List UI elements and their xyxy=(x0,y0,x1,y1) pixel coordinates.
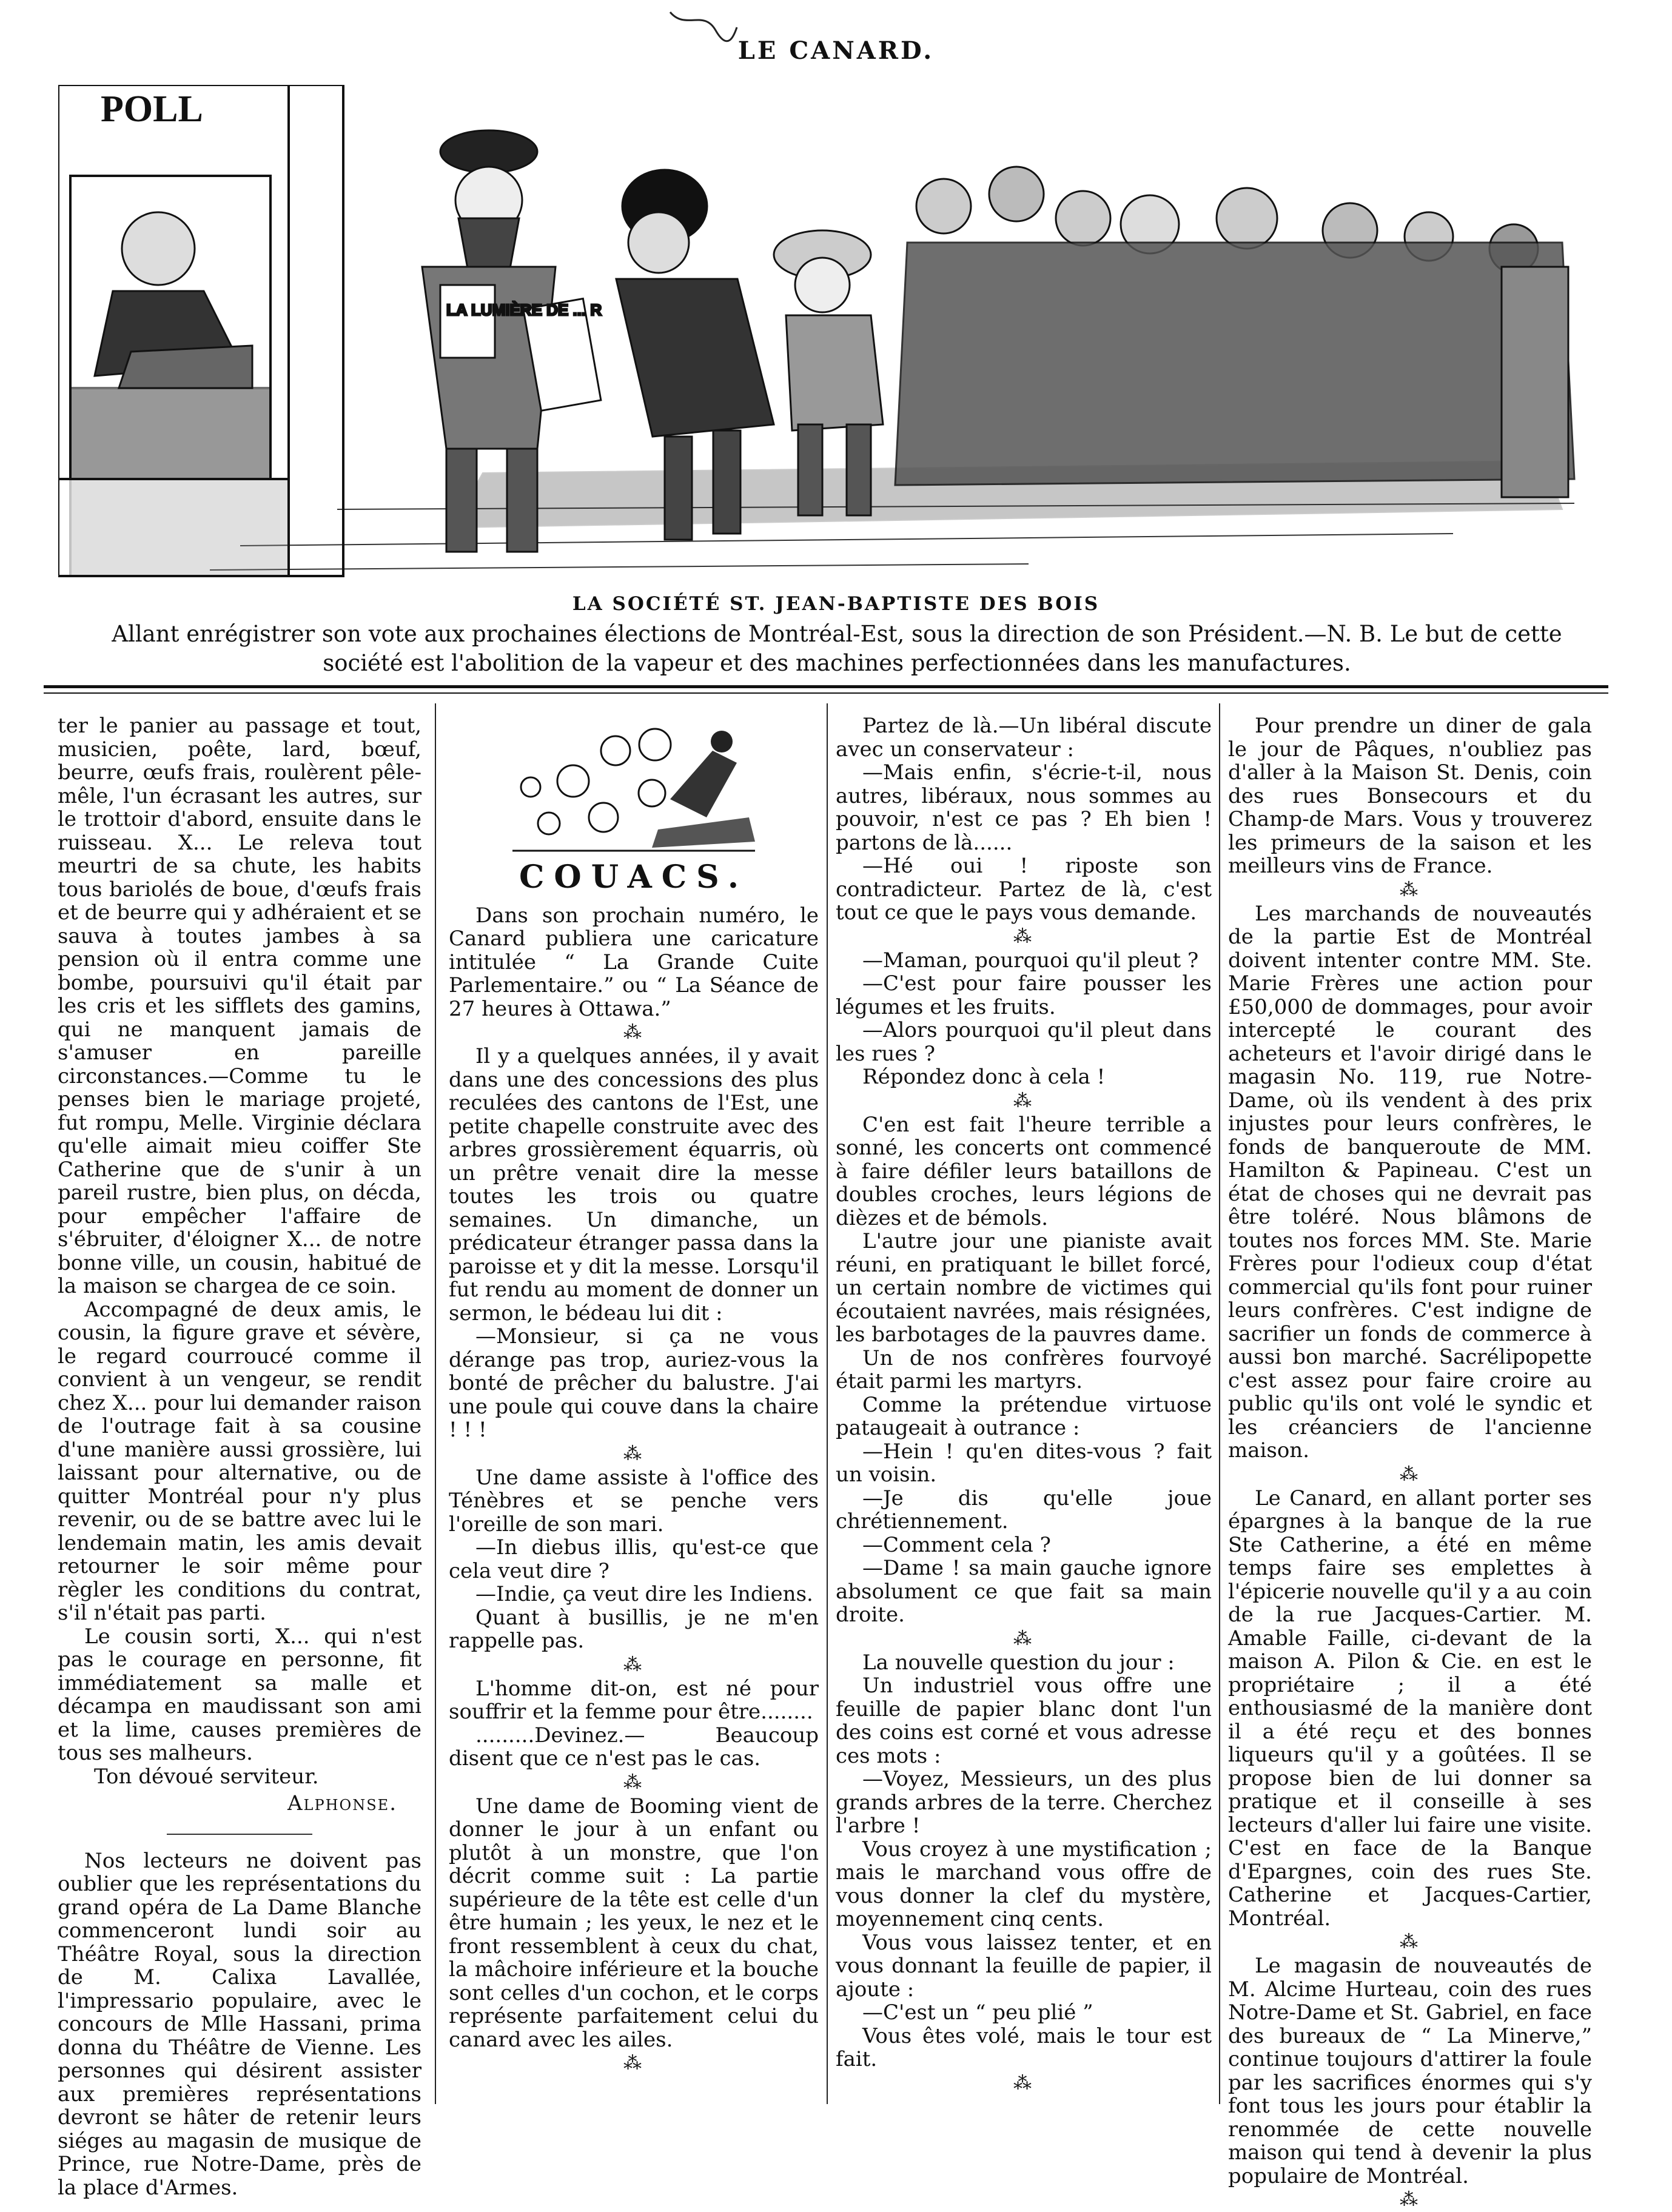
paragraph: Pour prendre un diner de gala le jour de Pâques, n'oubliez pas d'aller à la Maison St. Denis, coin des rues Bonsecours et du Champ-de Mars. Vous y trouverez les primeurs de la saison et les meilleurs vins de France. xyxy=(1228,714,1592,878)
separator: ⁂ xyxy=(1013,2072,1034,2094)
separator: ⁂ xyxy=(1400,2189,1420,2210)
paragraph: Un de nos confrères fourvoyé était parmi les martyrs. xyxy=(836,1346,1212,1393)
separator: ⁂ xyxy=(623,1654,644,1675)
paragraph: —Mais enfin, s'écrie-t-il, nous autres, libéraux, nous sommes au pouvoir, n'est ce pas ? Eh bien ! partons de là...... xyxy=(836,760,1212,855)
paragraph: —C'est un “ peu plié ” xyxy=(862,2000,1093,2025)
separator: ⁂ xyxy=(623,1443,644,1464)
section-heading: COUACS. xyxy=(519,859,748,896)
closing-line: Ton dévoué serviteur. xyxy=(94,1764,319,1789)
paragraph: Nos lecteurs ne doivent pas oublier que les représentations du grand opéra de La Dame Blanche commenceront lundi soir au Théâtre Royal, sous la direction de M. Calixa Lavallée, l'impressario populaire, avec le concours de Mlle Hassani, prima donna du Théâtre de Vienne. Les personnes qui désirent assister aux premières représentations devront se hâter de retenir leurs siéges au magasin de musique de Prince, rue Notre-Dame, près de la place d'Armes. xyxy=(58,1848,421,2200)
column-divider xyxy=(827,703,828,2104)
paragraph: —Alors pourquoi qu'il pleut dans les rues ? xyxy=(836,1018,1212,1066)
paragraph: Partez de là.—Un libéral discute avec un conservateur : xyxy=(836,714,1212,762)
column-3 xyxy=(836,714,1212,2096)
paragraph: .........Devinez.— Beaucoup disent que ce n'est pas le cas. xyxy=(449,1723,819,1771)
cartoon-illustration xyxy=(58,85,1599,582)
paragraph: —Hein ! qu'en dites-vous ? fait un voisin. xyxy=(836,1439,1212,1487)
paragraph: —Hé oui ! riposte son contradicteur. Partez de là, c'est tout ce que le pays vous demande. xyxy=(836,854,1212,925)
separator: ⁂ xyxy=(1013,1090,1034,1111)
paragraph: Vous croyez à une mystification ; mais le marchand vous offre de vous donner la clef du mystère, moyennement cinq cents. xyxy=(836,1837,1212,1931)
poll-sign: POLL xyxy=(101,89,203,130)
caption-title: LA SOCIÉTÉ ST. JEAN-BAPTISTE DES BOIS xyxy=(572,593,1100,615)
paragraph: L'homme dit-on, est né pour souffrir et la femme pour être........ xyxy=(449,1676,819,1724)
paragraph: Répondez donc à cela ! xyxy=(862,1065,1106,1089)
paragraph: Vous êtes volé, mais le tour est fait. xyxy=(836,2023,1212,2071)
paragraph: Il y a quelques années, il y avait dans une des concessions des plus reculées des cantons de l'Est, une petite chapelle construite avec des arbres grossièrement équarris, où un prêtre venait dire la messe toutes les trois ou quatre semaines. Un dimanche, un prédicateur étranger passa dans la paroisse et y dit la messe. Lorsqu'il fut rendu au moment de donner un sermon, le bédeau lui dit : xyxy=(449,1044,819,1326)
paragraph: —Voyez, Messieurs, un des plus grands arbres de la terre. Cherchez l'arbre ! xyxy=(836,1767,1212,1838)
paragraph: Un industriel vous offre une feuille de papier blanc dont l'un des coins est corné et vous adresse ces mots : xyxy=(836,1674,1212,1768)
paragraph: L'autre jour une pianiste avait réuni, en pratiquant le billet forcé, un certain nombre de victimes qui écoutaient navrées, mais résignées, les barbotages de la pauvres dame. xyxy=(836,1229,1212,1347)
paragraph: —Comment cela ? xyxy=(862,1532,1051,1557)
paragraph: La nouvelle question du jour : xyxy=(862,1650,1175,1675)
column-divider xyxy=(435,703,436,2104)
paragraph: —Dame ! sa main gauche ignore absolument ce que fait sa main droite. xyxy=(836,1556,1212,1627)
column-divider xyxy=(1219,703,1220,2104)
paragraph: Le cousin sorti, X... qui n'est pas le courage en personne, fit immédiatement sa malle et décampa en maudissant son ami et la lime, causes premières de tous ses malheurs. xyxy=(58,1624,421,1765)
column-2 xyxy=(449,714,819,2076)
separator: ⁂ xyxy=(1013,1627,1034,1649)
paragraph: Accompagné de deux amis, le cousin, la figure grave et sévère, le regard courroucé comme il convient à un vengeur, se rendit chez X... pour lui demander raison de l'outrage fait à sa cousine d'une manière aussi grossière, lui laissant pour alternative, ou de quitter Montréal pour n'y plus revenir, ou de se battre avec lui le lendemain matin, les amis devait retourner le soir même pour règler les conditions du contrat, s'il n'était pas parti. xyxy=(58,1297,421,1625)
paragraph: Comme la prétendue virtuose pataugeait à outrance : xyxy=(836,1392,1212,1440)
column-1 xyxy=(58,714,421,2199)
separator: ⁂ xyxy=(1400,1931,1420,1952)
separator: ⁂ xyxy=(623,1771,644,1793)
separator: ⁂ xyxy=(623,2053,644,2074)
signature: Alphonse. xyxy=(287,1791,397,1815)
caption-text: Allant enrégistrer son vote aux prochaines élections de Montréal-Est, sous la direction de son Président.—N. B. Le but de cette société est l'abolition de la vapeur et des machines perfectionnées dans les manufactures. xyxy=(112,621,1562,676)
paragraph: Le Canard, en allant porter ses épargnes à la banque de la rue Ste Catherine, a été en même temps faire ses emplettes à l'épicerie nouvelle qu'il y a au coin de la rue Jacques-Cartier. M. Amable Faille, ci-devant de la maison A. Pilon & Cie. en est le propriétaire ; il a été enthousiasmé de la manière dont il a été reçu et des bonnes liqueurs qu'il y a goûtées. Il se propose bien de lui donner sa pratique et il conseille à ses lecteurs d'aller lui faire une visite. C'est en face de la Banque d'Epargnes, coin des rues Ste. Catherine et Jacques-Cartier, Montréal. xyxy=(1228,1486,1592,1931)
paragraph: ter le panier au passage et tout, musicien, poête, lard, bœuf, beurre, œufs frais, roulèrent pêle-mêle, l'un écrasant les autres, sur le trottoir d'abord, ensuite dans le ruisseau. X... Le releva tout meurtri de sa chute, les habits tous bariolés de boue, d'œufs frais et de beurre qui y adhéraient et se sauva à toutes jambes à sa pension où il entra comme une bombe, poursuivi qu'il était par les cris et les sifflets des gamins, qui ne manquent jamais de s'amuser en pareille circonstances.—Comme tu le penses bien le mariage projeté, fut rompu, Melle. Virginie déclara qu'elle aimait mieu coiffer Ste Catherine que de s'unir à un pareil rustre, bien plus, on décda, pour empêcher l'affaire de s'ébruiter, d'éloigner X... de notre bonne ville, un cousin, habitué de la maison se chargea de ce soin. xyxy=(58,714,421,1298)
separator: ⁂ xyxy=(1400,879,1420,900)
separator: ⁂ xyxy=(1013,925,1034,947)
paragraph: Une dame de Booming vient de donner le jour à un enfant ou plutôt à un monstre, que l'on décrit comme suit : La partie supérieure de la tête est celle d'un être humain ; les yeux, le nez et le front ressemblent à ceux du chat, la mâchoire inférieure et la bouche sont celles d'un cochon, et le corps représente parfaitement celui du canard avec les ailes. xyxy=(449,1794,819,2052)
paragraph: C'en est fait l'heure terrible a sonné, les concerts ont commencé à faire défiler leurs bataillons de doubles croches, leurs légions de dièzes et de bémols. xyxy=(836,1112,1212,1230)
paragraph: —Je dis qu'elle joue chrétiennement. xyxy=(836,1486,1212,1533)
paragraph: —Monsieur, si ça ne vous dérange pas trop, auriez-vous la bonté de prêcher du balustre. J'ai une poule qui couve dans la chaire ! ! ! xyxy=(449,1324,819,1442)
paragraph: —Indie, ça veut dire les Indiens. xyxy=(475,1582,813,1606)
paragraph: Une dame assiste à l'office des Ténèbres et se penche vers l'oreille de son mari. xyxy=(449,1465,819,1537)
paragraph: Vous vous laissez tenter, et en vous donnant la feuille de papier, il ajoute : xyxy=(836,1930,1212,2002)
placard-text: LA LUMIÈRE DE ... R xyxy=(446,301,602,319)
couacs-vignette xyxy=(506,714,761,860)
paragraph: Quant à busillis, je ne m'en rappelle pas. xyxy=(449,1605,819,1653)
paragraph: Le magasin de nouveautés de M. Alcime Hurteau, coin des rues Notre-Dame et St. Gabriel, en face des bureaux de “ La Minerve,” continue toujours d'attirer la foule par les sacrifices énormes qui s'y font tous les jours pour établir la renommée de cette nouvelle maison qui tend à devenir la plus populaire de Montréal. xyxy=(1228,1954,1592,2188)
article-divider xyxy=(167,1815,312,1835)
paragraph: Les marchands de nouveautés de la partie Est de Montréal doivent intenter contre MM. Ste. Marie Frères une action pour £50,000 de dommages, pour avoir intercepté le courant des acheteurs et l'avoir dirigé dans le magasin No. 119, rue Notre-Dame, où ils vendent à des prix injustes pour leurs confrères, le fonds de banqueroute de MM. Hamilton & Papineau. C'est un état de choses qui ne devrait pas être toléré. Nous blâmons de toutes nos forces MM. Ste. Marie Frères pour l'odieux coup d'état commercial qu'ils font pour ruiner leurs confrères. C'est indigne de sacrifier un fonds de commerce à aussi bon marché. Sacrélipopette c'est assez pour faire croire au public qu'ils ont volé le syndic et les créanciers de l'ancienne maison. xyxy=(1228,901,1592,1463)
paragraph: —In diebus illis, qu'est-ce que cela veut dire ? xyxy=(449,1535,819,1583)
column-4 xyxy=(1228,714,1592,2212)
paragraph: —C'est pour faire pousser les légumes et les fruits. xyxy=(836,971,1212,1019)
header-rule xyxy=(44,685,1608,688)
separator: ⁂ xyxy=(1400,1463,1420,1485)
paragraph: Dans son prochain numéro, le Canard publiera une caricature intitulée “ La Grande Cuite Parlementaire.” ou “ La Séance de 27 heures à Ottawa.” xyxy=(449,903,819,1021)
separator: ⁂ xyxy=(623,1022,644,1043)
masthead-title: LE CANARD. xyxy=(737,36,935,65)
paragraph: —Maman, pourquoi qu'il pleut ? xyxy=(862,948,1199,973)
header-rule-thin xyxy=(44,692,1608,694)
